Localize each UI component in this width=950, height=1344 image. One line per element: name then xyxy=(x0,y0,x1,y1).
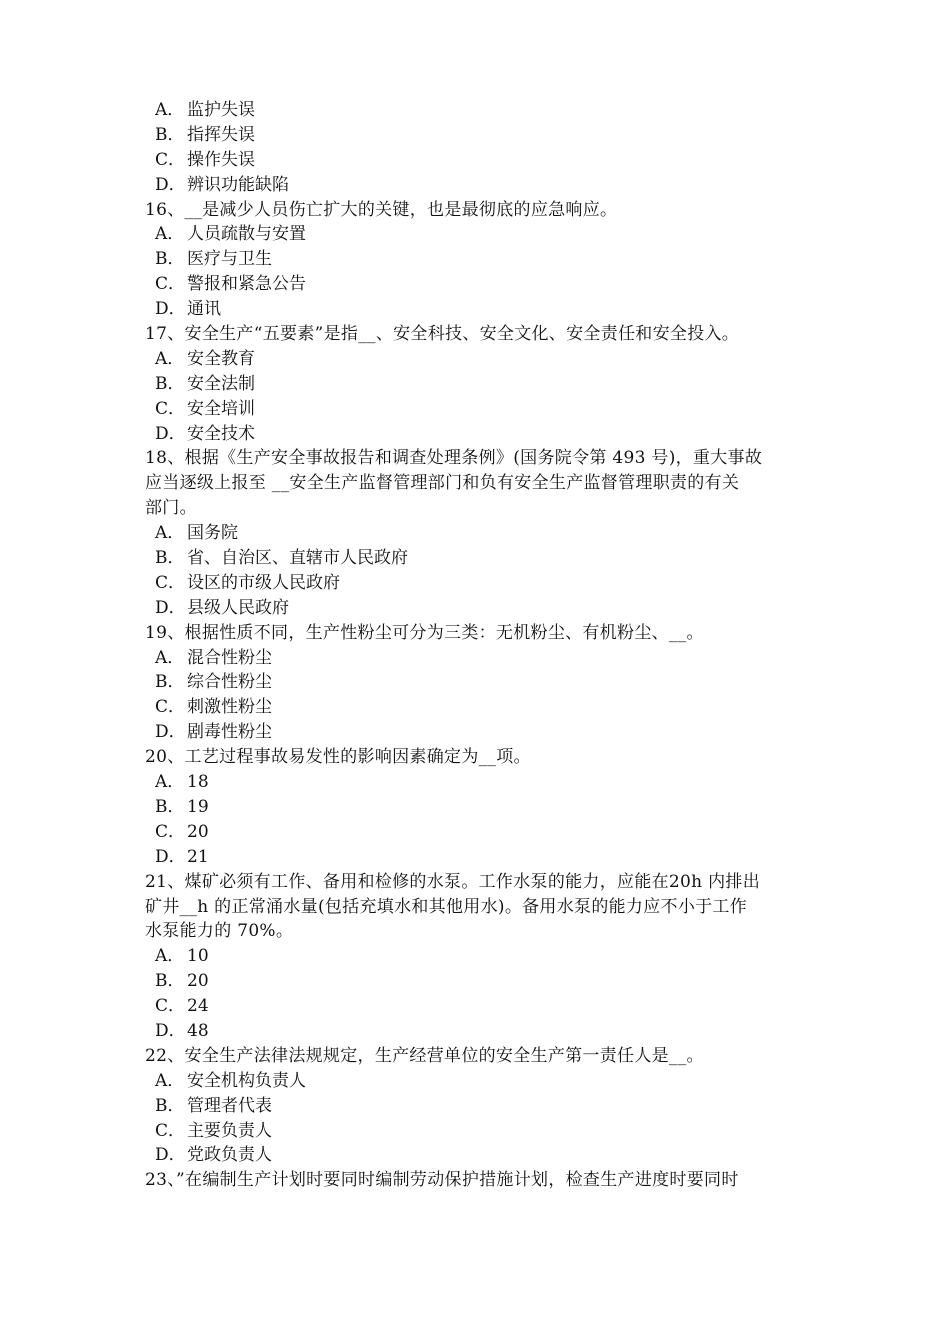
option-text: 48 xyxy=(187,1020,209,1041)
answer-option xyxy=(0,1019,950,1044)
option-label: C． xyxy=(155,996,186,1017)
answer-option xyxy=(0,222,950,247)
answer-option xyxy=(0,173,950,198)
answer-option xyxy=(0,98,950,123)
option-label: A． xyxy=(155,1070,185,1091)
answer-option xyxy=(0,969,950,994)
option-label: D． xyxy=(155,299,186,320)
option-label: A． xyxy=(155,772,185,793)
option-text: 医疗与卫生 xyxy=(187,249,272,270)
option-text: 设区的市级人民政府 xyxy=(187,572,340,593)
answer-option xyxy=(0,546,950,571)
option-text: 安全教育 xyxy=(187,348,255,369)
option-label: C． xyxy=(155,821,186,842)
option-label: B． xyxy=(155,1095,185,1116)
answer-option xyxy=(0,1094,950,1119)
option-label: D． xyxy=(155,1145,186,1166)
option-label: C． xyxy=(155,1120,186,1141)
question-text: 水泵能力的 70%。 xyxy=(145,921,294,942)
option-label: B． xyxy=(155,796,185,817)
answer-option xyxy=(0,1069,950,1094)
option-text: 刺激性粉尘 xyxy=(187,697,272,718)
option-text: 通讯 xyxy=(187,299,221,320)
question-text: 20、工艺过程事故易发性的影响因素确定为__项。 xyxy=(145,747,531,768)
option-label: C． xyxy=(155,398,186,419)
question-text: 17、安全生产“五要素”是指__、安全科技、安全文化、安全责任和安全投入。 xyxy=(145,324,740,345)
option-text: 综合性粉尘 xyxy=(187,672,272,693)
option-label: A． xyxy=(155,348,185,369)
option-label: D． xyxy=(155,423,186,444)
option-text: 19 xyxy=(187,796,209,817)
answer-option xyxy=(0,820,950,845)
option-text: 省、自治区、直辖市人民政府 xyxy=(187,548,408,569)
option-text: 剧毒性粉尘 xyxy=(187,722,272,743)
option-text: 安全机构负责人 xyxy=(187,1070,306,1091)
option-text: 24 xyxy=(187,996,209,1017)
option-label: C． xyxy=(155,572,186,593)
option-text: 国务院 xyxy=(187,523,238,544)
option-label: B． xyxy=(155,124,185,145)
answer-option xyxy=(0,422,950,447)
option-label: B． xyxy=(155,373,185,394)
option-label: C． xyxy=(155,274,186,295)
answer-option xyxy=(0,1143,950,1168)
option-label: B． xyxy=(155,249,185,270)
answer-option xyxy=(0,521,950,546)
option-text: 辨识功能缺陷 xyxy=(187,174,289,195)
answer-option xyxy=(0,247,950,272)
answer-option xyxy=(0,795,950,820)
option-label: A． xyxy=(155,647,185,668)
question-text: 21、煤矿必须有工作、备用和检修的水泵。工作水泵的能力，应能在20h 内排出 xyxy=(145,871,761,892)
option-label: A． xyxy=(155,224,185,245)
option-text: 人员疏散与安置 xyxy=(187,224,306,245)
option-text: 安全技术 xyxy=(187,423,255,444)
answer-option xyxy=(0,397,950,422)
option-label: A． xyxy=(155,946,185,967)
question-text: 18、根据《生产安全事故报告和调查处理条例》(国务院令第 493 号)，重大事故 xyxy=(145,448,763,469)
document-body xyxy=(0,98,950,1193)
option-text: 10 xyxy=(187,946,209,967)
answer-option xyxy=(0,148,950,173)
option-label: B． xyxy=(155,971,185,992)
answer-option xyxy=(0,770,950,795)
question-text: 应当逐级上报至 __安全生产监督管理部门和负有安全生产监督管理职责的有关 xyxy=(145,473,740,494)
question-text: 23、”在编制生产计划时要同时编制劳动保护措施计划，检查生产进度时要同时 xyxy=(145,1170,739,1191)
answer-option xyxy=(0,1119,950,1144)
option-label: C． xyxy=(155,697,186,718)
answer-option xyxy=(0,944,950,969)
question-text: 19、根据性质不同，生产性粉尘可分为三类：无机粉尘、有机粉尘、__。 xyxy=(145,622,704,643)
question-text: 部门。 xyxy=(145,498,197,519)
option-text: 指挥失误 xyxy=(187,124,255,145)
option-label: B． xyxy=(155,548,185,569)
answer-option xyxy=(0,571,950,596)
option-text: 管理者代表 xyxy=(187,1095,272,1116)
question-text: 16、__是减少人员伤亡扩大的关键，也是最彻底的应急响应。 xyxy=(145,199,618,220)
option-text: 混合性粉尘 xyxy=(187,647,272,668)
answer-option xyxy=(0,670,950,695)
option-text: 党政负责人 xyxy=(187,1145,272,1166)
question-text: 矿井__h 的正常涌水量(包括充填水和其他用水)。备用水泵的能力应不小于工作 xyxy=(145,896,748,917)
option-label: D． xyxy=(155,174,186,195)
option-text: 安全法制 xyxy=(187,373,255,394)
option-text: 18 xyxy=(187,772,209,793)
option-text: 县级人民政府 xyxy=(187,597,289,618)
option-label: B． xyxy=(155,672,185,693)
answer-option xyxy=(0,845,950,870)
option-label: D． xyxy=(155,1020,186,1041)
answer-option xyxy=(0,994,950,1019)
answer-option xyxy=(0,297,950,322)
option-text: 操作失误 xyxy=(187,149,255,170)
option-label: A． xyxy=(155,100,185,120)
option-label: D． xyxy=(155,846,186,867)
answer-option xyxy=(0,596,950,621)
answer-option xyxy=(0,646,950,671)
option-text: 20 xyxy=(187,971,209,992)
answer-option xyxy=(0,372,950,397)
option-text: 安全培训 xyxy=(187,398,255,419)
option-text: 警报和紧急公告 xyxy=(187,274,306,295)
answer-option xyxy=(0,695,950,720)
option-text: 21 xyxy=(187,846,209,867)
option-text: 主要负责人 xyxy=(187,1120,272,1141)
answer-option xyxy=(0,720,950,745)
option-label: A． xyxy=(155,523,185,544)
option-label: D． xyxy=(155,597,186,618)
option-text: 监护失误 xyxy=(187,100,255,120)
option-label: C． xyxy=(155,149,186,170)
answer-option xyxy=(0,272,950,297)
answer-option xyxy=(0,347,950,372)
answer-option xyxy=(0,123,950,148)
option-label: D． xyxy=(155,722,186,743)
question-text: 22、安全生产法律法规规定，生产经营单位的安全生产第一责任人是__。 xyxy=(145,1045,704,1066)
option-text: 20 xyxy=(187,821,209,842)
